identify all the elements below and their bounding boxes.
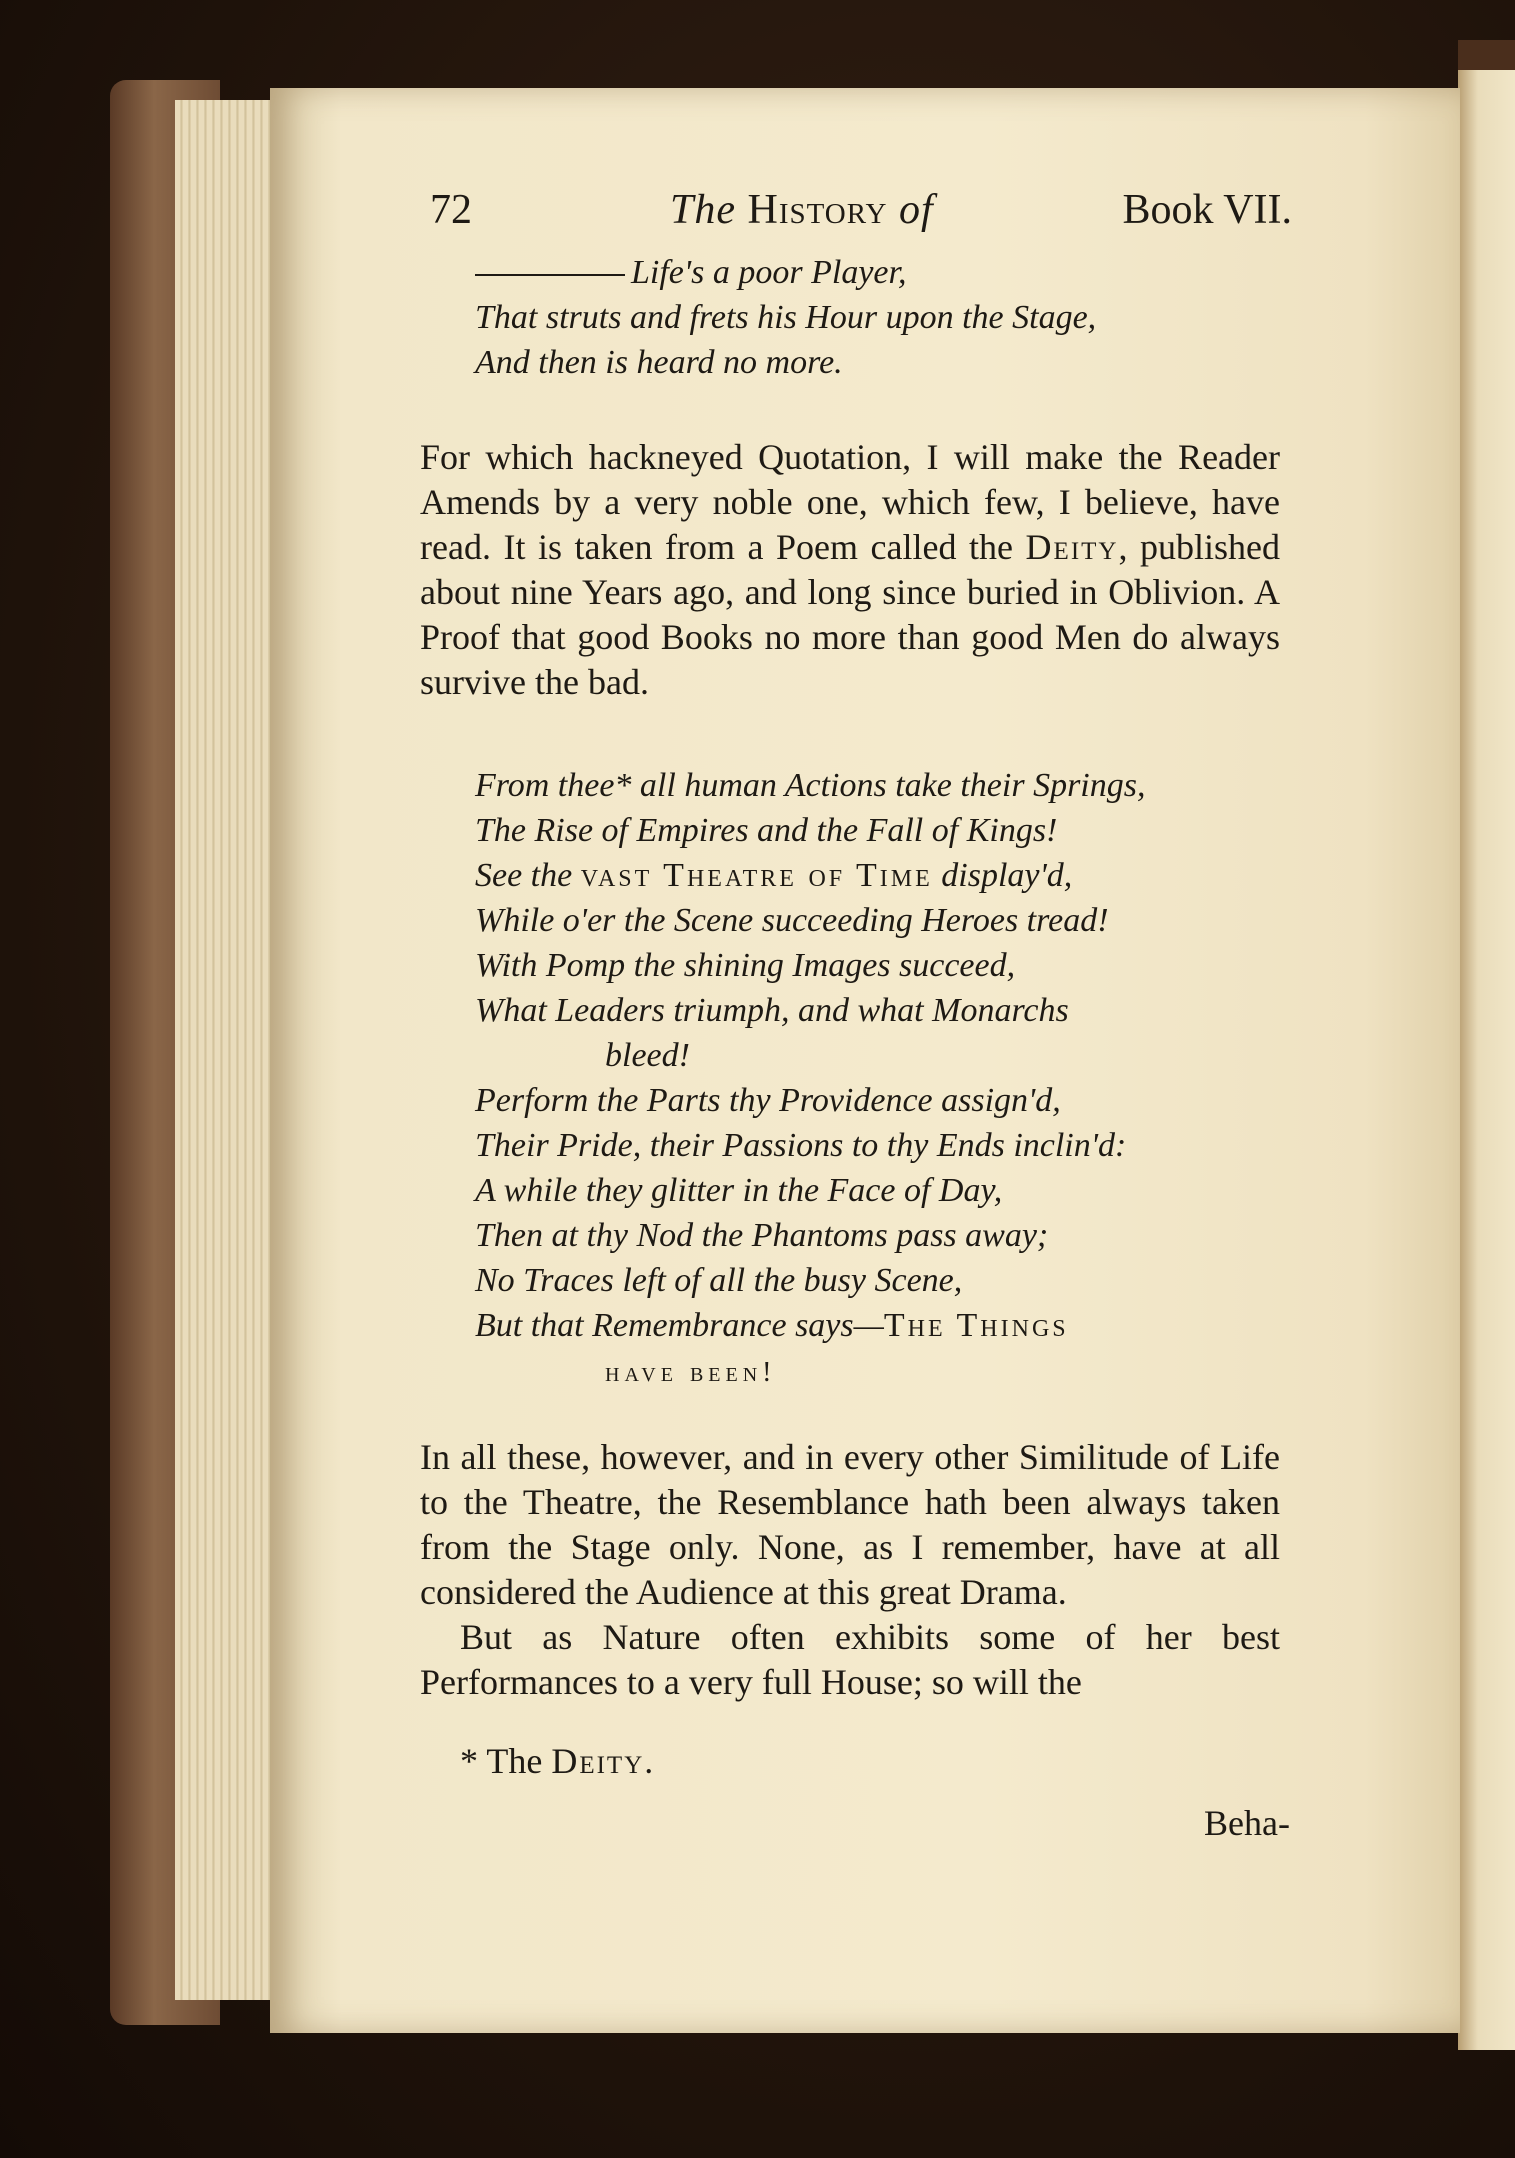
book-label: Book VII. <box>1122 187 1292 233</box>
poem-line: A while they glitter in the Face of Day, <box>475 1172 1003 1209</box>
poem-line: But that Remembrance says—The Things <box>475 1307 1069 1344</box>
poem-line: What Leaders triumph, and what Monarchs <box>475 992 1069 1029</box>
poem-line-continuation: bleed! <box>605 1037 690 1074</box>
page-number: 72 <box>430 187 472 233</box>
poem-line: With Pomp the shining Images succeed, <box>475 947 1016 984</box>
poem-line: From thee* all human Actions take their Springs, <box>475 767 1146 804</box>
page-content <box>420 180 1292 1844</box>
page-edges <box>175 100 285 2000</box>
title-prefix: The <box>670 187 736 233</box>
paragraphs-2-3 <box>420 1435 1280 1705</box>
verse-line: And then is heard no more. <box>475 344 843 381</box>
title-main: History <box>747 187 888 233</box>
poem-line: While o'er the Scene succeeding Heroes tread! <box>475 902 1109 939</box>
deity-poem <box>420 763 1280 1395</box>
footnote: * The Deity. <box>460 1741 656 1781</box>
paragraph-1: For which hackneyed Quotation, I will make the Reader Amends by a very noble one, which few, I believe, have read. It is taken from a Poem called the Deity, published about nine Years ago, and long since buried in Oblivion. A Proof that good Books no more than good Men do always survive the bad. <box>420 437 1280 702</box>
poem-line: See the vast Theatre of Time display'd, <box>475 857 1073 894</box>
poem-line: Their Pride, their Passions to thy Ends inclin'd: <box>475 1127 1127 1164</box>
paragraph-2: In all these, however, and in every other Similitude of Life to the Theatre, the Resemblance hath been always taken from the Stage only. None, as I remember, have at all considered the Audience at this great Drama. <box>420 1437 1280 1612</box>
verse-line: Life's a poor Player, <box>420 250 1280 295</box>
poem-line: Perform the Parts thy Providence assign'd, <box>475 1082 1061 1119</box>
running-title <box>670 186 934 234</box>
poem-line-continuation: have been! <box>605 1357 777 1388</box>
facing-page-edge <box>1458 70 1515 2050</box>
poem-line: The Rise of Empires and the Fall of Kings! <box>475 812 1058 849</box>
title-suffix: of <box>898 187 934 233</box>
paragraph-3: But as Nature often exhibits some of her best Performances to a very full House; so will the <box>420 1617 1280 1702</box>
deity-title: Deity <box>1025 527 1119 567</box>
em-rule <box>475 274 625 276</box>
poem-line: Then at thy Nod the Phantoms pass away; <box>475 1217 1049 1254</box>
running-header <box>420 180 1292 250</box>
catchword: Beha- <box>1204 1803 1290 1843</box>
poem-line: No Traces left of all the busy Scene, <box>475 1262 963 1299</box>
opening-verse <box>420 250 1280 385</box>
verse-line: That struts and frets his Hour upon the Stage, <box>475 299 1097 336</box>
